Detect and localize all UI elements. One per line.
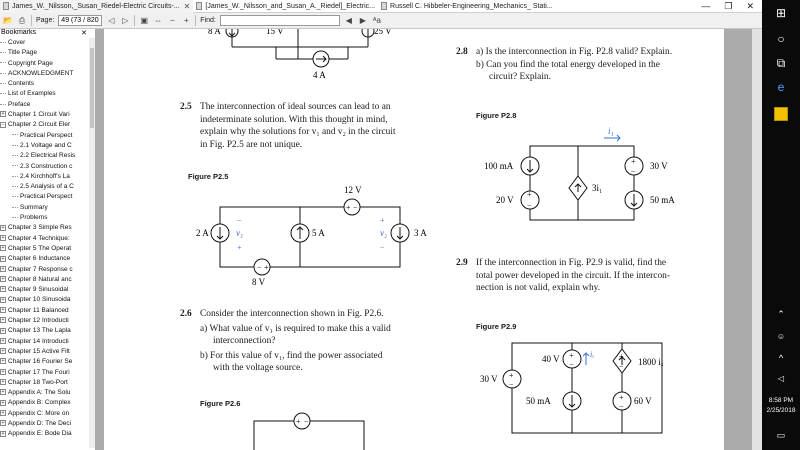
bookmark-label: Chapter 5 The Operat xyxy=(8,244,72,252)
tray-overflow-icon[interactable]: ⌃ xyxy=(777,308,785,319)
p25-v1-plus: + xyxy=(237,243,242,252)
next-page-icon[interactable]: ▷ xyxy=(122,16,129,25)
expand-icon[interactable]: + xyxy=(1,234,5,241)
figure-p2-6-label: Figure P2.6 xyxy=(200,399,241,408)
p25-v2-minus: − xyxy=(380,243,385,252)
expand-icon[interactable]: + xyxy=(1,409,5,416)
bookmark-label: 2.5 Analysis of a C xyxy=(20,183,74,191)
clock-date: 2/25/2018 xyxy=(766,407,796,414)
p29-60v-label: 60 V xyxy=(634,396,652,406)
bookmark-label: Chapter 9 Sinusoidal xyxy=(8,286,69,294)
volume-icon[interactable]: ◁ xyxy=(777,373,785,383)
bookmark-label: Chapter 13 The Lapla xyxy=(8,327,71,335)
tree-connector xyxy=(0,62,6,63)
p26-minus: − xyxy=(304,417,309,426)
p29-ctrl-plus: + xyxy=(619,352,624,361)
p25-12v-minus: − xyxy=(353,203,358,212)
bookmark-item[interactable] xyxy=(0,429,90,439)
tray-chevron-icon[interactable]: ^ xyxy=(778,353,784,363)
bookmark-item[interactable] xyxy=(0,141,90,151)
p28-50ma-label: 50 mA xyxy=(650,195,675,205)
bookmark-item[interactable] xyxy=(0,131,90,141)
p28-20v-label: 20 V xyxy=(496,195,514,205)
bookmark-label: Chapter 12 Introducti xyxy=(8,317,69,325)
p25-v2-label: v₂ xyxy=(380,228,388,238)
sidebar-header xyxy=(0,29,95,38)
tree-connector xyxy=(12,155,18,156)
bookmark-item[interactable] xyxy=(0,326,90,336)
bookmark-label: Appendix C: More on xyxy=(8,409,70,417)
expand-icon[interactable]: + xyxy=(1,379,5,386)
figure-p2-9-circuit xyxy=(472,329,712,444)
edge-browser-icon[interactable]: e xyxy=(777,80,785,94)
windows-taskbar xyxy=(762,0,800,450)
problem-2-5-number: 2.5 xyxy=(180,102,192,112)
p29-60v-plus: + xyxy=(619,393,624,402)
bookmark-label: 2.1 Voltage and C xyxy=(20,141,72,149)
tab-label: James_W._Nilsson,_Susan_Riedel-Electric Circuits-... xyxy=(12,2,180,10)
fit-width-icon[interactable]: ⇔ xyxy=(154,16,163,25)
p28-20v-minus: − xyxy=(527,201,532,210)
p25-8v-minus: − xyxy=(257,263,262,272)
bookmark-label: Chapter 18 Two-Port xyxy=(8,378,68,386)
document-icon xyxy=(3,2,9,10)
p28-30v-minus: − xyxy=(631,167,636,176)
notifications-icon[interactable]: ▭ xyxy=(776,429,786,440)
bookmark-item[interactable] xyxy=(0,89,90,99)
expand-icon[interactable]: + xyxy=(1,337,5,344)
bookmark-item[interactable] xyxy=(0,192,90,202)
bookmark-item[interactable] xyxy=(0,285,90,295)
pdf-page xyxy=(104,29,724,450)
p25-8v-label: 8 V xyxy=(252,277,266,287)
figure-p2-6-circuit xyxy=(244,409,374,450)
search-icon[interactable]: ○ xyxy=(777,32,785,46)
tree-connector xyxy=(0,73,6,74)
toolbar xyxy=(0,13,762,29)
p29-50ma-label: 50 mA xyxy=(526,396,551,406)
bookmark-item[interactable] xyxy=(0,110,90,120)
expand-icon[interactable]: + xyxy=(1,327,5,334)
bookmark-label: Chapter 17 The Fouri xyxy=(8,368,70,376)
bookmark-label: Chapter 8 Natural anc xyxy=(8,275,72,283)
bookmarks-sidebar xyxy=(0,29,96,450)
expand-icon[interactable]: + xyxy=(1,245,5,252)
bookmark-label: 2.3 Construction c xyxy=(20,162,73,170)
tree-connector xyxy=(12,196,18,197)
windows-start-icon[interactable]: ⊞ xyxy=(775,6,787,20)
tree-connector xyxy=(12,207,18,208)
p25-3a-label: 3 A xyxy=(414,228,427,238)
document-icon xyxy=(196,2,202,10)
bookmark-label: Chapter 6 Inductance xyxy=(8,255,71,263)
p28-20v-plus: + xyxy=(527,190,532,199)
p28-30v-plus: + xyxy=(631,157,636,166)
bookmark-label: Chapter 14 Introducti xyxy=(8,337,69,345)
tab-label: Russell C. Hibbeler-Engineering_Mechanics_ Stati... xyxy=(390,2,553,10)
task-view-icon[interactable]: ⧉ xyxy=(776,55,786,70)
p29-ctrl-label: 1800 iₓ xyxy=(638,357,664,367)
bookmark-label: List of Examples xyxy=(8,90,56,98)
expand-icon[interactable]: + xyxy=(1,276,5,283)
problem-2-9-number: 2.9 xyxy=(456,258,468,268)
bookmark-label: Copyright Page xyxy=(8,59,53,67)
expand-icon[interactable]: + xyxy=(1,368,5,375)
bookmark-item[interactable] xyxy=(0,357,90,367)
bookmark-label: ACKNOWLEDGMENT xyxy=(8,69,74,77)
p29-30v-minus: − xyxy=(509,380,514,389)
bookmark-label: Appendix A: The Solu xyxy=(8,389,71,397)
p25-v1-label: v₁ xyxy=(236,228,244,238)
p29-60v-minus: − xyxy=(619,402,624,411)
find-input[interactable] xyxy=(220,15,340,26)
expand-icon[interactable]: + xyxy=(1,286,5,293)
open-folder-icon[interactable]: 📂 xyxy=(3,16,13,25)
bookmark-label: Chapter 3 Simple Res xyxy=(8,224,72,232)
p29-ctrl-minus: − xyxy=(619,362,624,371)
bookmark-label: Preface xyxy=(8,100,31,108)
bookmark-item[interactable] xyxy=(0,316,90,326)
bookmark-item[interactable] xyxy=(0,69,90,79)
document-scrollbar[interactable] xyxy=(752,29,762,450)
expand-icon[interactable]: + xyxy=(1,358,5,365)
p28-i1-label: i₁ xyxy=(608,126,614,136)
previous-page-icon[interactable]: ◁ xyxy=(108,16,115,25)
tree-connector xyxy=(12,145,18,146)
tab-bar xyxy=(0,0,762,13)
tree-connector xyxy=(0,104,6,105)
system-clock[interactable] xyxy=(762,396,800,416)
tree-connector xyxy=(12,165,18,166)
figure-p2-8-circuit xyxy=(474,124,704,234)
pdf-app-icon[interactable] xyxy=(762,106,800,122)
p29-40v-minus: − xyxy=(569,360,574,369)
restore-icon[interactable]: ❐ xyxy=(724,0,733,11)
problem-2-8-number: 2.8 xyxy=(456,47,468,57)
expand-icon[interactable]: + xyxy=(1,399,5,406)
bookmark-item[interactable] xyxy=(0,347,90,357)
bookmark-item[interactable] xyxy=(0,203,90,213)
bookmark-item[interactable] xyxy=(0,213,90,223)
bookmark-item[interactable] xyxy=(0,223,90,233)
bookmark-item[interactable] xyxy=(0,48,90,58)
bookmark-label: Cover xyxy=(8,39,26,46)
bookmark-label: Title Page xyxy=(8,49,38,57)
expand-icon[interactable]: + xyxy=(1,389,5,396)
toolbar-divider xyxy=(134,15,135,26)
bookmark-label: Chapter 10 Sinusoida xyxy=(8,296,71,304)
p25-12v-plus: + xyxy=(346,203,351,212)
bookmark-label: 2.2 Electrical Resis xyxy=(20,152,76,160)
document-area xyxy=(96,29,762,450)
top-fig-label-4a: 4 A xyxy=(313,70,326,80)
bookmark-label: Chapter 1 Circuit Vari xyxy=(8,111,70,119)
document-icon xyxy=(381,2,387,10)
expand-icon[interactable]: + xyxy=(1,255,5,262)
bookmark-label: Chapter 11 Balanced xyxy=(8,306,69,314)
expand-icon[interactable]: + xyxy=(1,430,5,437)
bookmark-item[interactable] xyxy=(0,182,90,192)
bookmark-item[interactable] xyxy=(0,234,90,244)
p25-5a-label: 5 A xyxy=(312,228,325,238)
expand-icon[interactable]: + xyxy=(1,348,5,355)
bookmark-label: Chapter 15 Active Filt xyxy=(8,347,70,355)
bookmark-label: Chapter 7 Response c xyxy=(8,265,73,273)
bookmark-item[interactable] xyxy=(0,172,90,182)
bookmark-label: Contents xyxy=(8,80,35,88)
close-icon[interactable]: ✕ xyxy=(183,1,191,11)
expand-icon[interactable]: + xyxy=(1,111,5,118)
bookmark-item[interactable] xyxy=(0,120,90,130)
p29-30v-plus: + xyxy=(509,371,514,380)
bookmark-list xyxy=(0,38,90,440)
bookmark-item[interactable] xyxy=(0,409,90,419)
p25-2a-label: 2 A xyxy=(196,228,209,238)
bookmark-label: Practical Perspect xyxy=(20,193,73,201)
bookmark-item[interactable] xyxy=(0,162,90,172)
bookmark-label: Chapter 2 Circuit Eler xyxy=(8,121,71,129)
p28-30v-label: 30 V xyxy=(650,161,668,171)
bookmark-label: 2.4 Kirchhoff's La xyxy=(20,172,70,180)
bookmark-item[interactable] xyxy=(0,100,90,110)
p29-40v-label: 40 V xyxy=(542,354,560,364)
bookmark-item[interactable] xyxy=(0,295,90,305)
bookmark-label: Chapter 16 Fourier Se xyxy=(8,358,73,366)
tree-connector xyxy=(12,134,18,135)
bookmark-label: Summary xyxy=(20,203,48,211)
bookmark-item[interactable] xyxy=(0,244,90,254)
expand-icon[interactable]: + xyxy=(1,317,5,324)
bookmark-item[interactable] xyxy=(0,275,90,285)
p25-12v-label: 12 V xyxy=(344,185,362,195)
p25-v2-plus: + xyxy=(380,216,385,225)
fit-page-icon[interactable]: ▣ xyxy=(140,16,149,25)
figure-p2-5-circuit xyxy=(190,179,450,289)
expand-icon[interactable]: + xyxy=(1,296,5,303)
bookmark-item[interactable] xyxy=(0,254,90,264)
collapse-icon[interactable]: − xyxy=(1,121,5,128)
p25-v1-minus: − xyxy=(237,216,242,225)
find-label: Find: xyxy=(200,17,216,24)
expand-icon[interactable]: + xyxy=(1,224,5,231)
zoom-in-icon[interactable]: + xyxy=(183,16,189,25)
bookmark-label: Appendix D: The Deci xyxy=(8,419,72,427)
bookmark-item[interactable] xyxy=(0,306,90,316)
bookmark-label: Appendix E: Bode Dia xyxy=(8,430,72,438)
tree-connector xyxy=(12,217,18,218)
expand-icon[interactable]: + xyxy=(1,307,5,313)
zoom-out-icon[interactable]: − xyxy=(169,16,175,25)
window-controls xyxy=(701,1,762,12)
p25-8v-plus: + xyxy=(264,263,269,272)
p26-plus: + xyxy=(296,417,301,426)
p29-40v-plus: + xyxy=(569,351,574,360)
tab-label: [James_W._Nilsson_and_Susan_A._Riedel]_Electric... xyxy=(205,2,376,10)
bookmark-item[interactable] xyxy=(0,337,90,347)
print-icon[interactable]: ⎙ xyxy=(18,15,26,25)
tree-connector xyxy=(12,176,18,177)
top-partial-figure xyxy=(188,29,408,81)
bookmark-item[interactable] xyxy=(0,38,90,48)
bookmark-item[interactable] xyxy=(0,59,90,69)
sidebar-scrollbar[interactable] xyxy=(89,38,95,448)
figure-p2-9-label: Figure P2.9 xyxy=(476,322,517,331)
sidebar-title: Bookmarks xyxy=(1,29,37,36)
p29-30v-label: 30 V xyxy=(480,374,498,384)
toolbar-divider xyxy=(31,15,32,26)
close-window-icon[interactable]: ✕ xyxy=(746,0,754,11)
bookmark-item[interactable] xyxy=(0,368,90,378)
problem-2-5-text: The interconnection of ideal sources can lead to an indeterminate solution. With this thought in mind, explain why the solutions for v₁ and v₂ in the circuit in Fig. P2.5 are not unique. xyxy=(200,102,396,150)
find-previous-icon[interactable]: ◀ xyxy=(345,16,352,25)
minimize-icon[interactable]: — xyxy=(701,0,711,11)
bookmark-label: Appendix B: Complex xyxy=(8,399,71,407)
bookmark-item[interactable] xyxy=(0,265,90,275)
problem-2-9-text: If the interconnection in Fig. P2.9 is valid, find the total power developed in the circuit. If the intercon- nection is not valid, explain why. xyxy=(476,258,670,294)
expand-icon[interactable]: + xyxy=(1,420,5,427)
figure-p2-8-label: Figure P2.8 xyxy=(476,111,517,120)
tab-2[interactable] xyxy=(193,0,378,13)
bookmark-item[interactable] xyxy=(0,378,90,388)
toolbar-divider xyxy=(195,15,196,26)
sidebar-scroll-thumb[interactable] xyxy=(90,48,94,128)
page-label: Page: xyxy=(36,17,55,24)
p28-ctrl-label: 3i₁ xyxy=(592,183,603,193)
figure-p2-5-label: Figure P2.5 xyxy=(188,172,229,181)
find-next-icon[interactable]: ▶ xyxy=(359,16,366,25)
tree-connector xyxy=(0,93,6,94)
tree-connector xyxy=(0,83,6,84)
tab-3[interactable] xyxy=(378,0,556,13)
match-case-icon[interactable]: ᴬa xyxy=(372,16,381,25)
tree-connector xyxy=(12,186,18,187)
bookmark-label: Problems xyxy=(20,214,48,222)
tab-1[interactable] xyxy=(0,0,193,13)
top-fig-label-8a: 8 A xyxy=(208,29,221,36)
p28-100ma-label: 100 mA xyxy=(484,161,514,171)
top-fig-label-15v: 15 V xyxy=(266,29,284,36)
bookmark-label: Practical Perspect xyxy=(20,131,73,139)
bookmark-label: Chapter 4 Technique: xyxy=(8,234,70,242)
clock-time: 8:58 PM xyxy=(768,397,794,404)
bookmark-item[interactable] xyxy=(0,388,90,398)
close-sidebar-icon[interactable]: ✕ xyxy=(81,30,87,37)
people-icon[interactable]: ☺ xyxy=(776,331,786,341)
bookmark-item[interactable] xyxy=(0,398,90,408)
expand-icon[interactable]: + xyxy=(1,265,5,272)
tree-connector xyxy=(0,52,6,53)
bookmark-item[interactable] xyxy=(0,79,90,89)
bookmark-item[interactable] xyxy=(0,151,90,161)
top-fig-label-25v: 25 V xyxy=(374,29,392,36)
p29-ix-label: iₓ xyxy=(590,350,595,359)
problem-2-8-text: a) Is the interconnection in Fig. P2.8 valid? Explain. b) Can you find the total energy developed in the circuit? Explain. xyxy=(476,47,673,83)
page-number-input[interactable] xyxy=(58,15,102,26)
tree-connector xyxy=(0,42,6,43)
bookmark-item[interactable] xyxy=(0,419,90,429)
problem-2-6-text: Consider the interconnection shown in Fig. P2.6. a) What value of v₁ is required to make this a valid interconnection? b) For this value of v₁, find the power associated with the voltage source. xyxy=(200,309,391,374)
problem-2-6-number: 2.6 xyxy=(180,309,192,319)
